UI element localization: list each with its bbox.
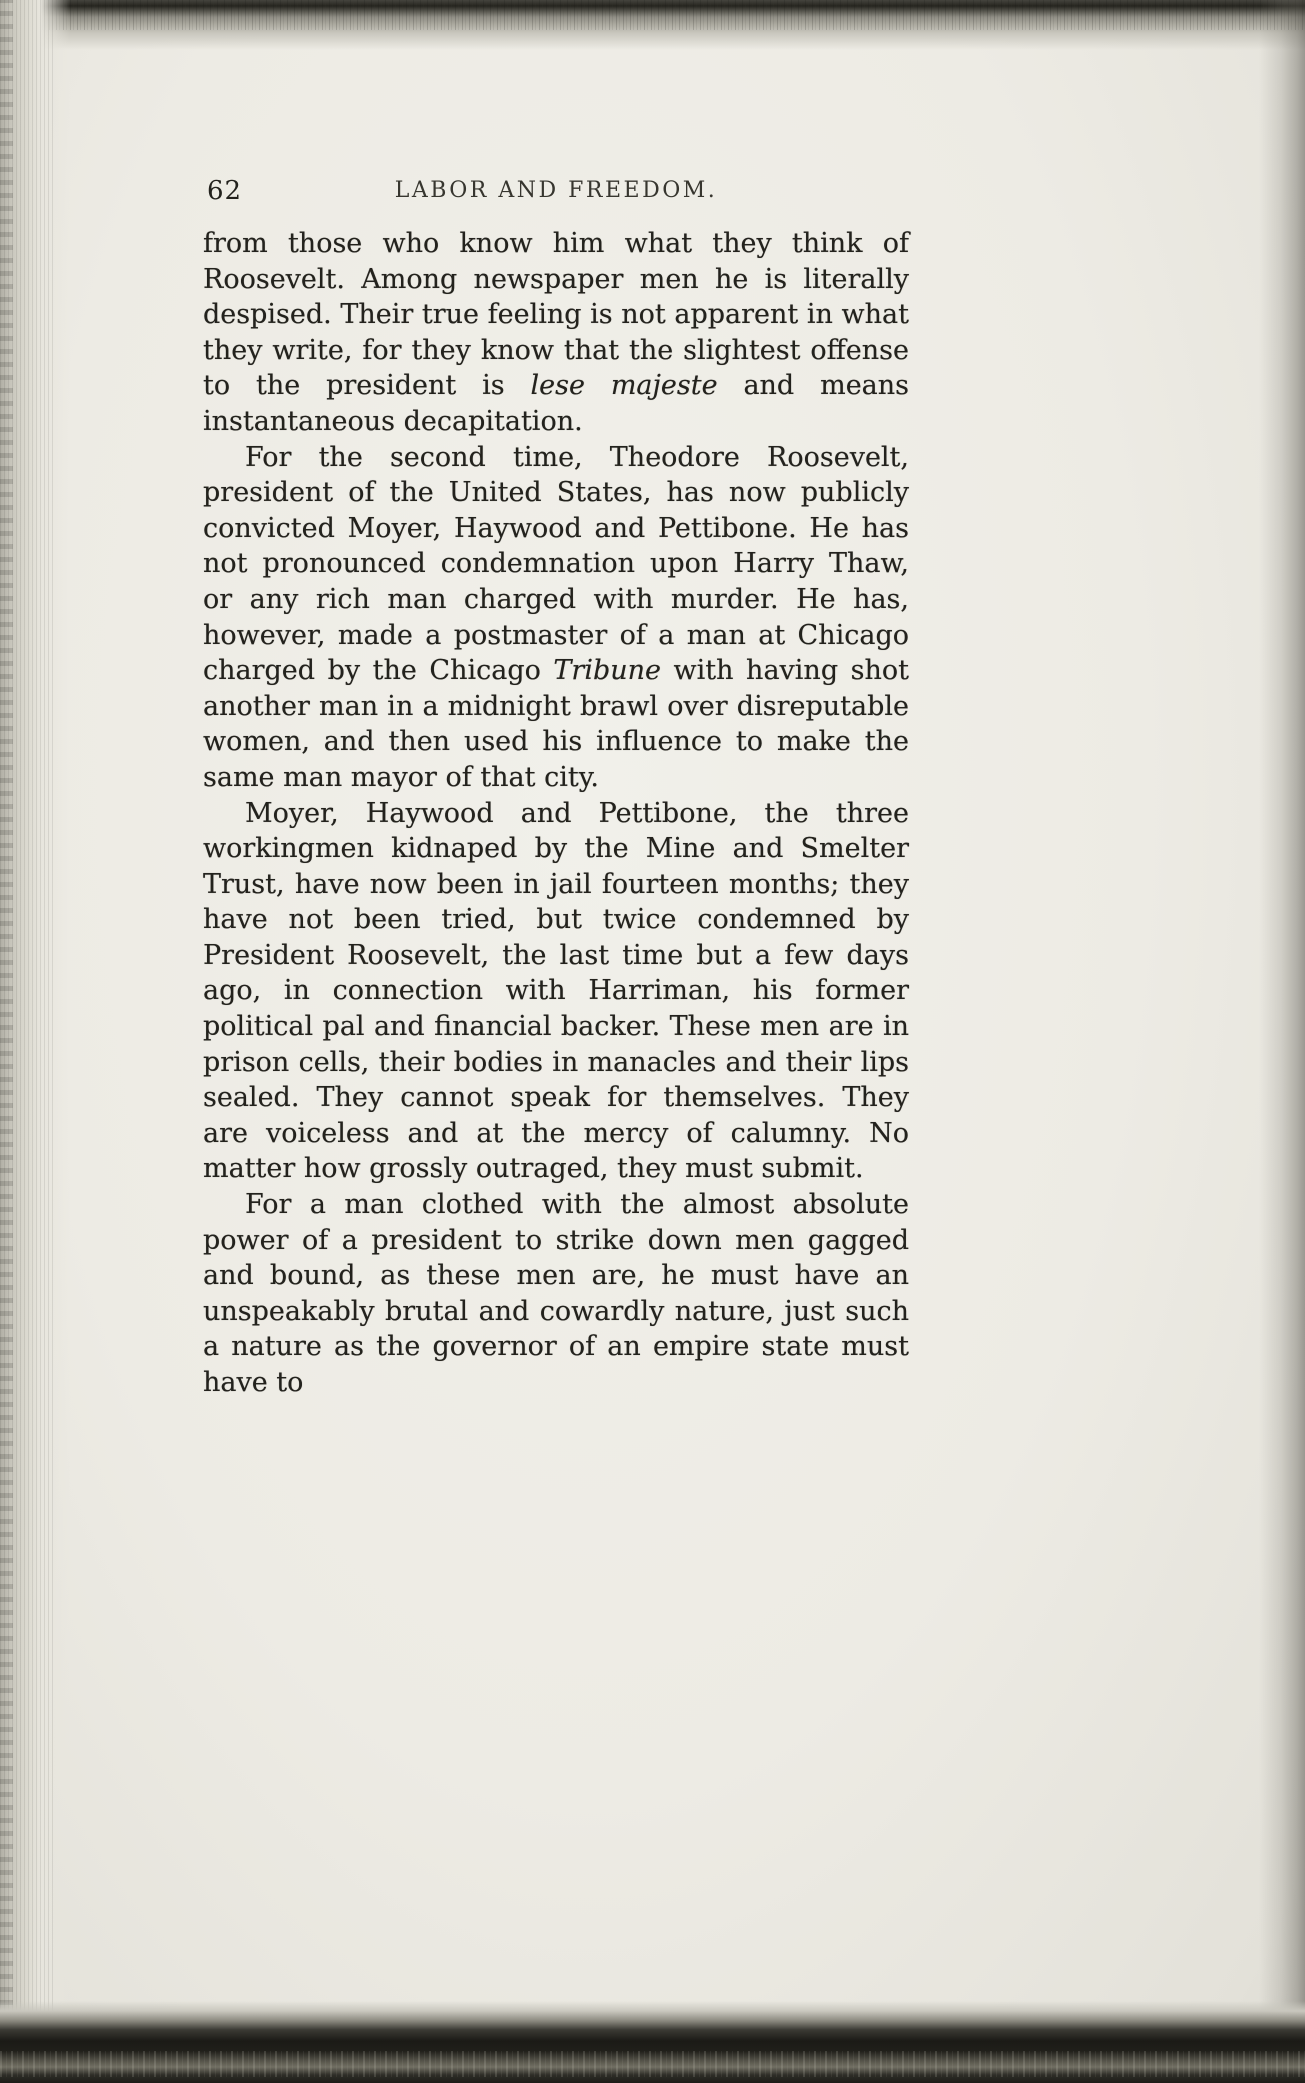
text-segment: and means instantaneous decapitation. xyxy=(203,370,910,437)
scan-left-edge xyxy=(0,0,70,2083)
scan-top-edge xyxy=(0,0,1305,50)
italic-text: Tribune xyxy=(553,655,661,687)
paragraph xyxy=(203,796,909,1188)
body-text xyxy=(203,226,909,1401)
text-segment: For a man clothed with the almost absolute power of a president to strike down men gagged and bound, as these men are, he must have an unspeakably brutal and cowardly nature, just such a nature as the governor of an empire state must have to xyxy=(203,1189,909,1398)
scan-right-shadow xyxy=(1259,0,1305,2083)
text-segment: Moyer, Haywood and Pettibone, the three workingmen kidnaped by the Mine and Smelter Trust, have now been in jail fourteen months; they have not been tried, but twice condemned by President Roosevelt, the last time but a few days ago, in connection with Harriman, his former political pal and financial backer. These men are in prison cells, their bodies in manacles and their lips sealed. They cannot speak for themselves. They are voiceless and at the mercy of calumny. No matter how grossly outraged, they must submit. xyxy=(203,797,909,1185)
text-segment: For the second time, Theodore Roosevelt, president of the United States, has now publicly convicted Moyer, Haywood and Pettibone. He has not pronounced condemnation upon Harry Thaw, or any rich man charged with murder. He has, however, made a postmaster of a man at Chicago charged by the Chicago xyxy=(203,441,909,687)
page-header xyxy=(203,176,909,212)
text-segment: from those who know him what they think of Roosevelt. Among newspaper men he is literally despised. Their true feeling is not apparent in what they write, for they know that the slightest offense to the president is xyxy=(203,228,909,402)
paragraph xyxy=(203,1187,909,1401)
text-segment: with having shot another man in a midnight brawl over disreputable women, and then used his influence to make the same man mayor of that city. xyxy=(203,655,909,793)
page-number: 62 xyxy=(207,176,243,206)
running-header: LABOR AND FREEDOM. xyxy=(394,178,718,203)
paragraph xyxy=(203,440,909,796)
scan-bottom-edge xyxy=(0,2001,1305,2083)
paragraph xyxy=(203,226,909,440)
italic-text: lese majeste xyxy=(530,370,718,402)
